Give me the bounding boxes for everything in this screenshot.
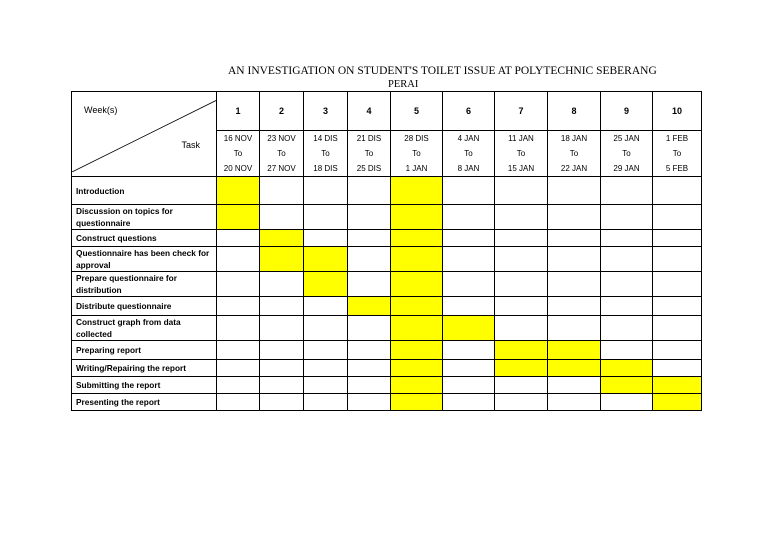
week-date-range-5 — [391, 131, 443, 177]
week-date-to-word: To — [569, 149, 579, 158]
empty-week-cell — [217, 341, 260, 360]
empty-week-cell — [348, 177, 391, 205]
empty-week-cell — [348, 377, 391, 394]
week-date-to-word: To — [321, 149, 330, 158]
task-label: Task — [181, 140, 200, 150]
empty-week-cell — [217, 316, 260, 341]
week-number-6: 6 — [443, 92, 495, 131]
empty-week-cell — [304, 377, 348, 394]
scheduled-week-cell — [443, 316, 495, 341]
empty-week-cell — [495, 377, 548, 394]
empty-week-cell — [260, 272, 304, 297]
task-name: Introduction — [72, 177, 217, 205]
empty-week-cell — [443, 230, 495, 247]
empty-week-cell — [260, 360, 304, 377]
task-name: Discussion on topics for questionnaire — [72, 205, 217, 230]
scheduled-week-cell — [653, 377, 702, 394]
empty-week-cell — [217, 394, 260, 411]
week-date-to-word: To — [516, 149, 526, 158]
empty-week-cell — [443, 272, 495, 297]
scheduled-week-cell — [391, 205, 443, 230]
week-number-2: 2 — [260, 92, 304, 131]
task-name: Distribute questionnaire — [72, 297, 217, 316]
week-date-from: 1 FEB — [665, 134, 689, 143]
scheduled-week-cell — [391, 297, 443, 316]
task-row — [72, 360, 702, 377]
empty-week-cell — [601, 341, 653, 360]
empty-week-cell — [260, 377, 304, 394]
empty-week-cell — [217, 297, 260, 316]
task-name: Presenting the report — [72, 394, 217, 411]
empty-week-cell — [304, 177, 348, 205]
empty-week-cell — [304, 297, 348, 316]
empty-week-cell — [304, 316, 348, 341]
empty-week-cell — [653, 316, 702, 341]
empty-week-cell — [443, 341, 495, 360]
empty-week-cell — [260, 341, 304, 360]
empty-week-cell — [495, 394, 548, 411]
scheduled-week-cell — [391, 394, 443, 411]
week-date-to-word: To — [412, 149, 421, 158]
task-name: Submitting the report — [72, 377, 217, 394]
empty-week-cell — [348, 316, 391, 341]
empty-week-cell — [443, 377, 495, 394]
scheduled-week-cell — [391, 247, 443, 272]
header-corner-cell — [72, 92, 217, 177]
week-date-range-6 — [443, 131, 495, 177]
task-row — [72, 297, 702, 316]
week-number-9: 9 — [601, 92, 653, 131]
empty-week-cell — [348, 341, 391, 360]
week-date-to: 20 NOV — [223, 164, 253, 173]
empty-week-cell — [548, 297, 601, 316]
scheduled-week-cell — [260, 247, 304, 272]
week-date-to: 18 DIS — [313, 164, 338, 173]
task-row — [72, 394, 702, 411]
empty-week-cell — [653, 297, 702, 316]
week-date-to-word: To — [233, 149, 243, 158]
week-date-from: 28 DIS — [404, 134, 429, 143]
empty-week-cell — [601, 316, 653, 341]
week-number-10: 10 — [653, 92, 702, 131]
empty-week-cell — [653, 230, 702, 247]
task-name: Construct questions — [72, 230, 217, 247]
empty-week-cell — [601, 394, 653, 411]
empty-week-cell — [443, 177, 495, 205]
empty-week-cell — [217, 230, 260, 247]
scheduled-week-cell — [391, 360, 443, 377]
empty-week-cell — [348, 247, 391, 272]
week-date-to-word: To — [364, 149, 374, 158]
empty-week-cell — [601, 297, 653, 316]
week-date-range-9 — [601, 131, 653, 177]
scheduled-week-cell — [304, 247, 348, 272]
scheduled-week-cell — [304, 272, 348, 297]
week-date-to-word: To — [464, 149, 473, 158]
week-number-7: 7 — [495, 92, 548, 131]
empty-week-cell — [653, 341, 702, 360]
empty-week-cell — [443, 394, 495, 411]
empty-week-cell — [495, 177, 548, 205]
task-row — [72, 316, 702, 341]
week-date-to-word: To — [672, 149, 682, 158]
week-number-4: 4 — [348, 92, 391, 131]
empty-week-cell — [601, 272, 653, 297]
empty-week-cell — [548, 247, 601, 272]
empty-week-cell — [217, 247, 260, 272]
task-row — [72, 341, 702, 360]
task-row — [72, 205, 702, 230]
empty-week-cell — [348, 272, 391, 297]
week-date-to-word: To — [622, 149, 631, 158]
task-name: Construct graph from data collected — [72, 316, 217, 341]
task-row — [72, 272, 702, 297]
empty-week-cell — [601, 205, 653, 230]
scheduled-week-cell — [391, 230, 443, 247]
week-date-from: 21 DIS — [356, 134, 382, 143]
scheduled-week-cell — [548, 360, 601, 377]
empty-week-cell — [260, 316, 304, 341]
empty-week-cell — [601, 230, 653, 247]
empty-week-cell — [348, 360, 391, 377]
scheduled-week-cell — [391, 377, 443, 394]
scheduled-week-cell — [601, 360, 653, 377]
empty-week-cell — [348, 394, 391, 411]
week-date-range-1 — [217, 131, 260, 177]
empty-week-cell — [495, 272, 548, 297]
week-date-range-2 — [260, 131, 304, 177]
week-number-3: 3 — [304, 92, 348, 131]
week-date-range-4 — [348, 131, 391, 177]
title-line-1: AN INVESTIGATION ON STUDENT'S TOILET ISSUE AT POLYTECHNIC SEBERANG — [228, 65, 657, 77]
empty-week-cell — [304, 341, 348, 360]
empty-week-cell — [653, 272, 702, 297]
empty-week-cell — [304, 205, 348, 230]
scheduled-week-cell — [548, 341, 601, 360]
week-date-to: 5 FEB — [665, 164, 689, 173]
scheduled-week-cell — [217, 205, 260, 230]
scheduled-week-cell — [391, 177, 443, 205]
scheduled-week-cell — [391, 272, 443, 297]
week-date-to-word: To — [277, 149, 286, 158]
empty-week-cell — [495, 205, 548, 230]
week-number-row — [72, 92, 702, 131]
empty-week-cell — [260, 177, 304, 205]
task-row — [72, 230, 702, 247]
task-row — [72, 247, 702, 272]
week-date-to: 22 JAN — [560, 164, 588, 173]
empty-week-cell — [653, 360, 702, 377]
gantt-chart-table — [71, 91, 702, 411]
week-date-from: 23 NOV — [267, 134, 296, 143]
scheduled-week-cell — [391, 341, 443, 360]
week-date-to: 15 JAN — [507, 164, 535, 173]
empty-week-cell — [548, 377, 601, 394]
week-date-range-8 — [548, 131, 601, 177]
scheduled-week-cell — [348, 297, 391, 316]
empty-week-cell — [495, 316, 548, 341]
week-date-to: 27 NOV — [267, 164, 296, 173]
week-date-range-10 — [653, 131, 702, 177]
empty-week-cell — [304, 230, 348, 247]
title-line-2: PERAI — [388, 79, 419, 90]
empty-week-cell — [304, 360, 348, 377]
week-date-to: 1 JAN — [405, 164, 428, 173]
empty-week-cell — [495, 247, 548, 272]
empty-week-cell — [548, 177, 601, 205]
task-name: Preparing report — [72, 341, 217, 360]
empty-week-cell — [443, 297, 495, 316]
empty-week-cell — [548, 205, 601, 230]
scheduled-week-cell — [217, 177, 260, 205]
week-number-1: 1 — [217, 92, 260, 131]
week-date-range-7 — [495, 131, 548, 177]
empty-week-cell — [443, 247, 495, 272]
empty-week-cell — [495, 230, 548, 247]
week-date-to: 25 DIS — [356, 164, 382, 173]
scheduled-week-cell — [495, 360, 548, 377]
scheduled-week-cell — [601, 377, 653, 394]
empty-week-cell — [348, 230, 391, 247]
empty-week-cell — [304, 394, 348, 411]
empty-week-cell — [548, 230, 601, 247]
week-number-5: 5 — [391, 92, 443, 131]
task-row — [72, 377, 702, 394]
empty-week-cell — [653, 247, 702, 272]
empty-week-cell — [548, 394, 601, 411]
scheduled-week-cell — [260, 230, 304, 247]
empty-week-cell — [260, 205, 304, 230]
empty-week-cell — [653, 205, 702, 230]
empty-week-cell — [653, 177, 702, 205]
empty-week-cell — [548, 316, 601, 341]
task-name: Writing/Repairing the report — [72, 360, 217, 377]
scheduled-week-cell — [495, 341, 548, 360]
week-date-from: 18 JAN — [560, 134, 588, 143]
empty-week-cell — [260, 297, 304, 316]
empty-week-cell — [443, 205, 495, 230]
task-name: Prepare questionnaire for distribution — [72, 272, 217, 297]
empty-week-cell — [548, 272, 601, 297]
weeks-label: Week(s) — [84, 105, 118, 115]
empty-week-cell — [495, 297, 548, 316]
empty-week-cell — [217, 360, 260, 377]
empty-week-cell — [260, 394, 304, 411]
scheduled-week-cell — [653, 394, 702, 411]
empty-week-cell — [217, 377, 260, 394]
week-number-8: 8 — [548, 92, 601, 131]
empty-week-cell — [601, 247, 653, 272]
week-date-from: 11 JAN — [508, 134, 534, 143]
week-date-range-3 — [304, 131, 348, 177]
week-date-to: 8 JAN — [457, 164, 480, 173]
diagonal-divider — [72, 92, 217, 172]
task-row — [72, 177, 702, 205]
week-date-from: 16 NOV — [223, 134, 253, 143]
scheduled-week-cell — [391, 316, 443, 341]
empty-week-cell — [601, 177, 653, 205]
week-date-from: 4 JAN — [457, 134, 480, 143]
week-date-from: 25 JAN — [613, 134, 640, 143]
empty-week-cell — [443, 360, 495, 377]
empty-week-cell — [217, 272, 260, 297]
week-date-from: 14 DIS — [313, 134, 338, 143]
empty-week-cell — [348, 205, 391, 230]
task-name: Questionnaire has been check for approval — [72, 247, 217, 272]
week-date-to: 29 JAN — [613, 164, 640, 173]
